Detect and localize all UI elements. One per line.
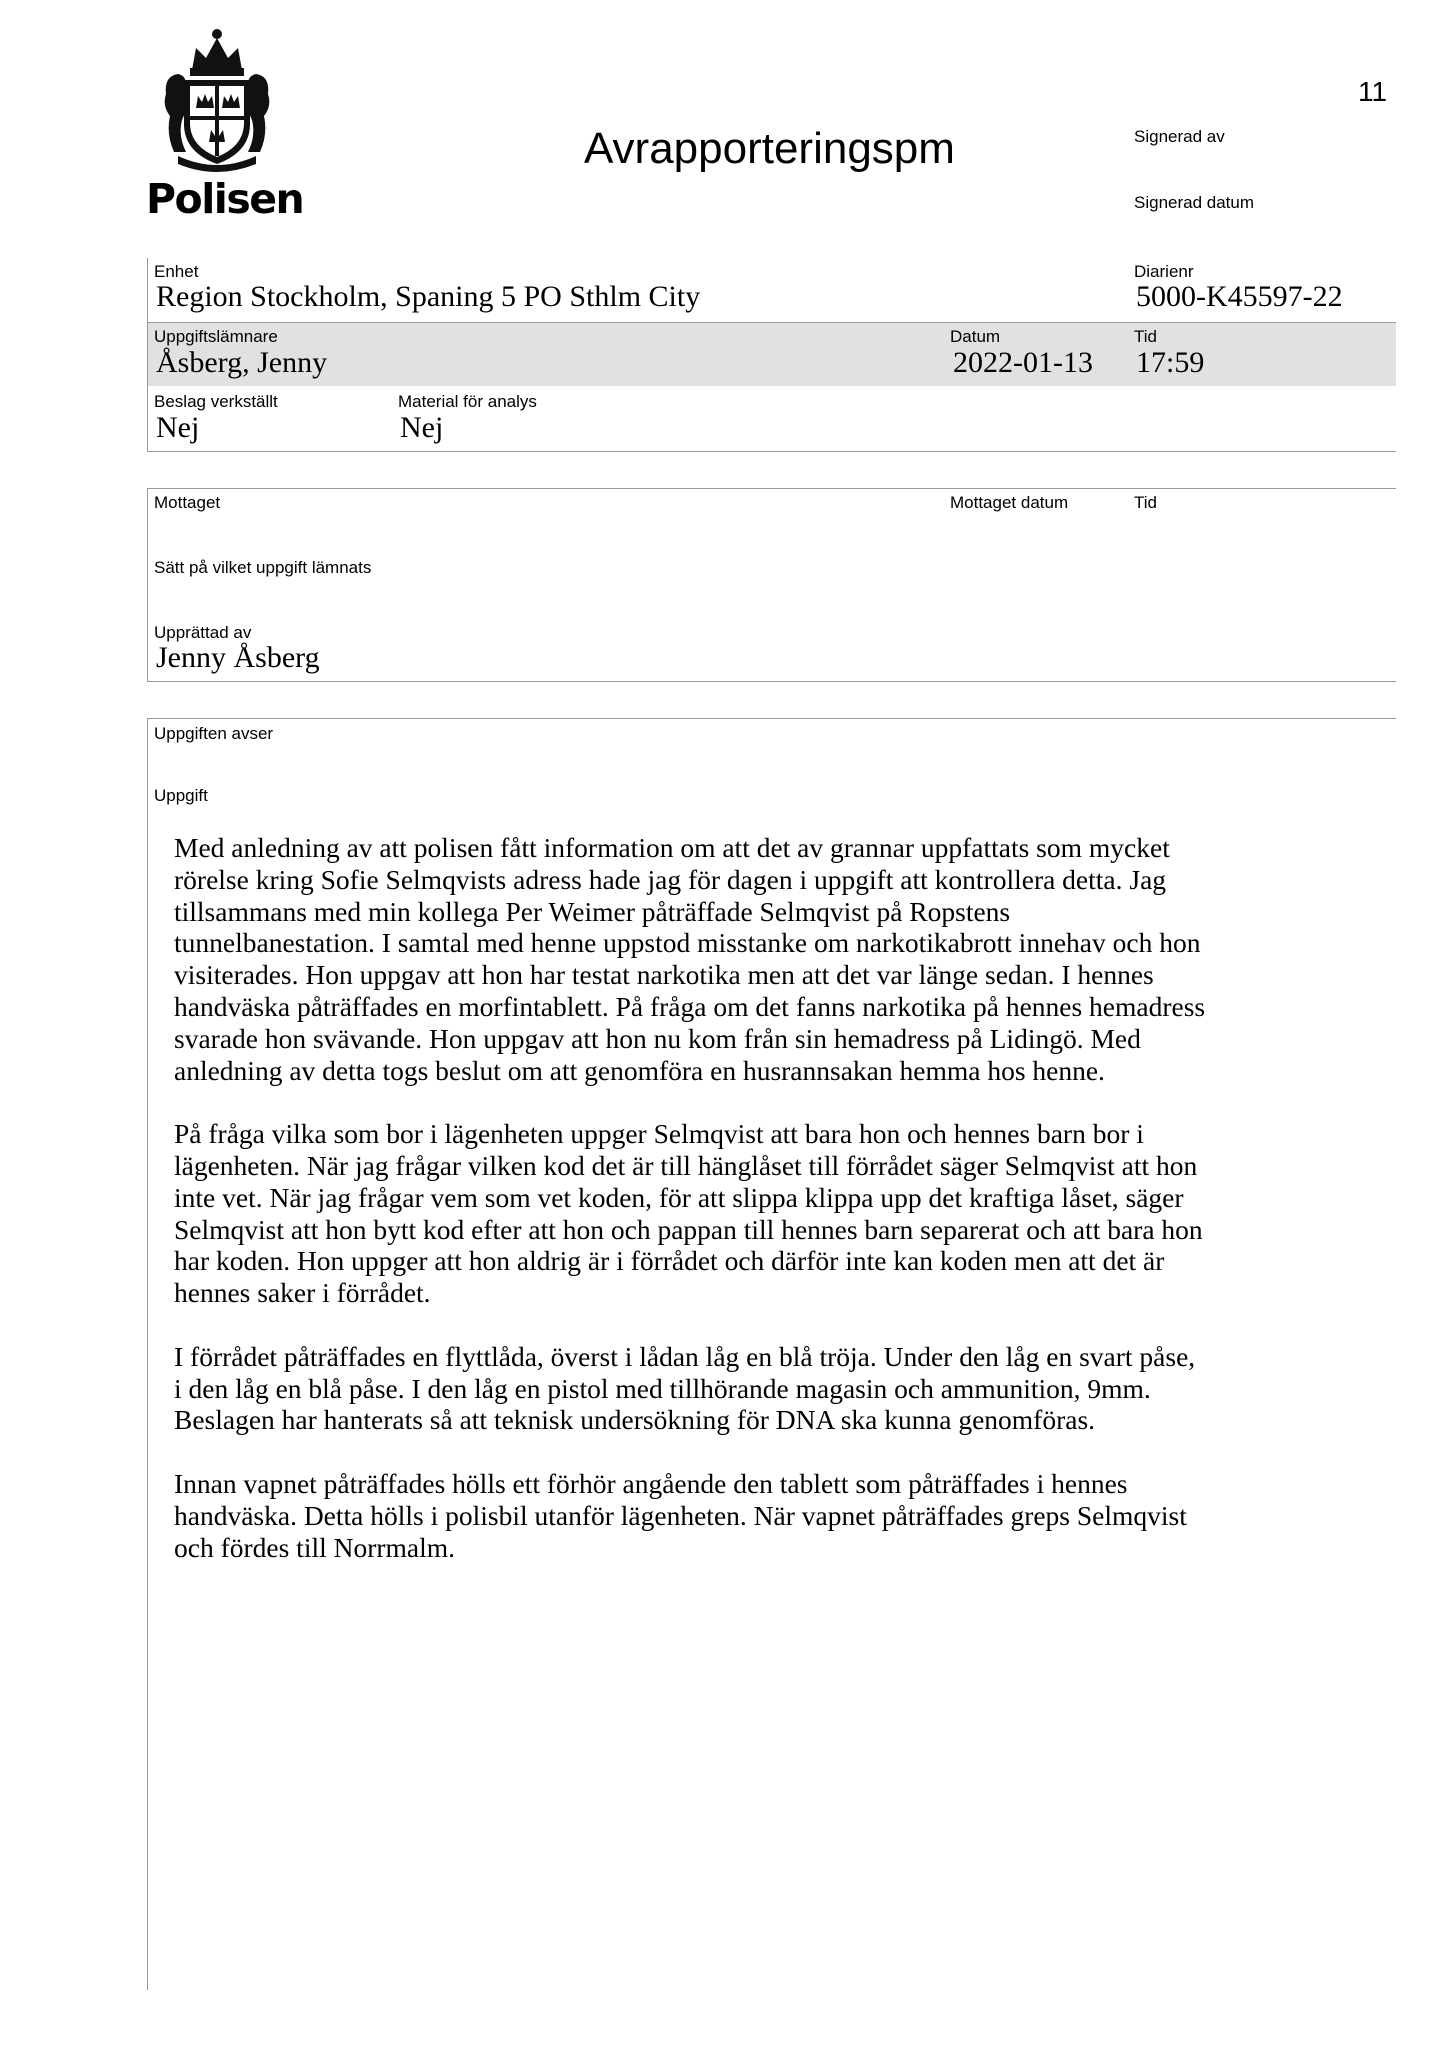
signed-by-label: Signerad av <box>1134 127 1225 146</box>
tid-value: 17:59 <box>1136 346 1205 379</box>
uppgiften-avser-label: Uppgiften avser <box>154 724 274 743</box>
material-label: Material för analys <box>398 392 537 411</box>
diarienr-value: 5000-K45597-22 <box>1136 280 1343 313</box>
tid-label: Tid <box>1134 327 1157 346</box>
page-number: 11 <box>1358 76 1388 107</box>
uppgift-label: Uppgift <box>154 786 208 805</box>
diarienr-label: Diarienr <box>1134 262 1194 281</box>
reporter-row-shading <box>148 322 1396 386</box>
uppgiftslamnare-label: Uppgiftslämnare <box>154 327 278 346</box>
mottaget-label: Mottaget <box>154 493 221 512</box>
enhet-value: Region Stockholm, Spaning 5 PO Sthlm City <box>156 280 701 313</box>
signed-date-label: Signerad datum <box>1134 193 1255 212</box>
upprattad-label: Upprättad av <box>154 623 252 642</box>
mottaget-datum-label: Mottaget datum <box>950 493 1069 512</box>
report-paragraph: Innan vapnet påträffades hölls ett förhör angående den tablett som påträffades i hennes handväska. Detta hölls i polisbil utanför lägenheten. När vapnet påträffades greps Selmqvist och fördes till Norrmalm. <box>174 1467 1187 1563</box>
police-emblem-icon <box>160 24 274 174</box>
mottaget-tid-label: Tid <box>1134 493 1157 512</box>
report-body <box>174 832 1314 1595</box>
enhet-label: Enhet <box>154 262 199 281</box>
material-value: Nej <box>400 411 444 444</box>
uppgiftslamnare-value: Åsberg, Jenny <box>156 346 328 379</box>
datum-value: 2022-01-13 <box>953 346 1093 379</box>
upprattad-value: Jenny Åsberg <box>156 641 320 674</box>
datum-label: Datum <box>950 327 1001 346</box>
report-paragraph: Med anledning av att polisen fått information om att det av grannar uppfattats som mycket rörelse kring Sofie Selmqvists adress hade jag för dagen i uppgift att kontrollera detta. Jag tillsammans med min kollega Per Weimer påträffade Selmqvist på Ropstens tunnelbanestation. I samtal med henne uppstod misstanke om narkotikabrott innehav och hon visiterades. Hon uppgav att hon har testat narkotika men att det var länge sedan. I hennes handväska påträffades en morfintablett. På fråga om det fanns narkotika på hennes hemadress svarade hon svävande. Hon uppgav att hon nu kom från sin hemadress på Lidingö. Med anledning av detta togs beslut om att genomföra en husrannsakan hemma hos henne. <box>174 832 1206 1086</box>
logo-wordmark: Polisen <box>146 175 304 223</box>
beslag-label: Beslag verkställt <box>154 392 278 411</box>
beslag-value: Nej <box>156 411 200 444</box>
report-paragraph: I förrådet påträffades en flyttlåda, överst i lådan låg en blå tröja. Under den låg en svart påse, i den låg en blå påse. I den låg en pistol med tillhörande magasin och ammunition, 9mm. Beslagen har hanterats så att teknisk undersökning för DNA ska kunna genomföras. <box>174 1340 1196 1436</box>
satt-label: Sätt på vilket uppgift lämnats <box>154 558 372 577</box>
page-title: Avrapporteringspm <box>584 124 955 173</box>
report-paragraph: På fråga vilka som bor i lägenheten uppger Selmqvist att bara hon och hennes barn bor i lägenheten. När jag frågar vilken kod det är till hänglåset till förrådet säger Selmqvist att hon inte vet. När jag frågar vem som vet koden, för att slippa klippa upp det kraftiga låset, säger Selmqvist att hon bytt kod efter att hon och pappan till hennes barn separerat och att bara hon har koden. Hon uppger att hon aldrig är i förrådet och därför inte kan koden men att det är hennes saker i förrådet. <box>174 1118 1203 1309</box>
